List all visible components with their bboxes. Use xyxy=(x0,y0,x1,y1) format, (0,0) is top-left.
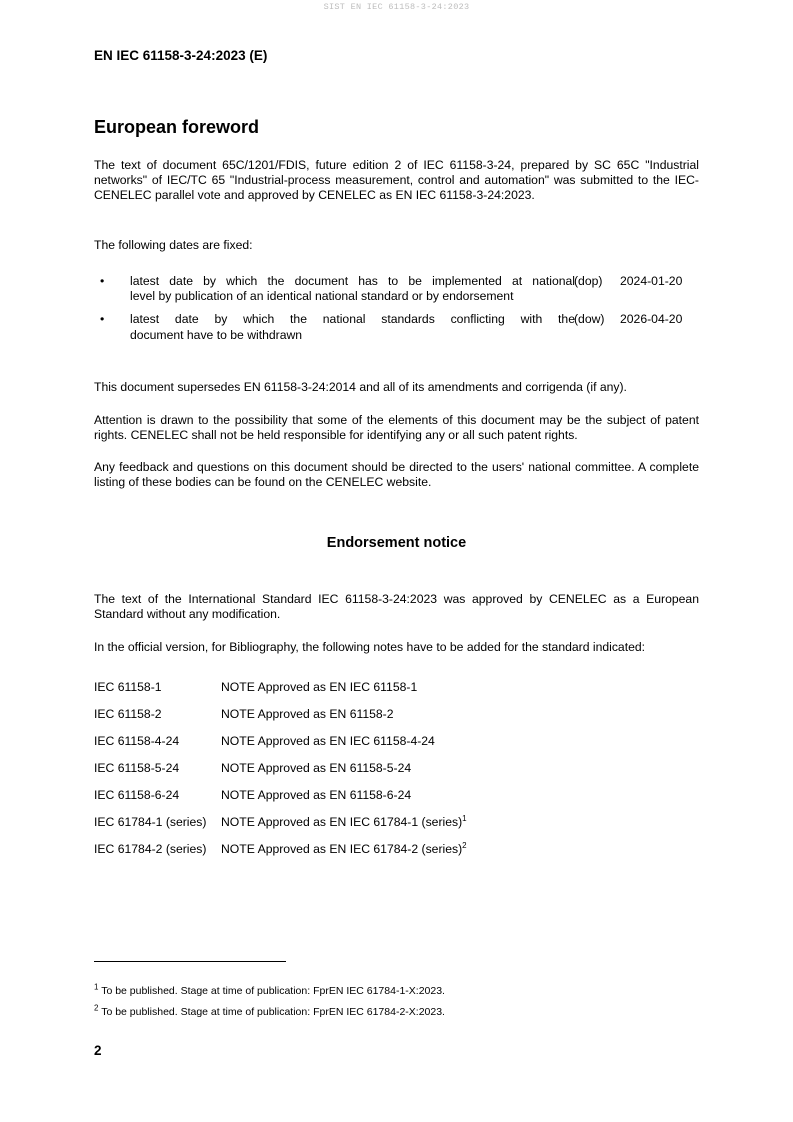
word: implemented xyxy=(432,274,502,288)
word: by xyxy=(203,274,217,288)
foreword-title: European foreword xyxy=(94,117,260,137)
reference-note: NOTE Approved as EN IEC 61784-2 (series)$^2$ xyxy=(221,840,467,856)
word: has xyxy=(358,274,378,288)
reference-code: IEC 61158-1 xyxy=(94,680,162,694)
word: standards xyxy=(381,312,435,326)
reference-code: IEC 61158-4-24 xyxy=(94,734,180,748)
date-item-dop-line1 xyxy=(130,274,575,289)
reference-code: IEC 61784-2 (series) xyxy=(94,842,207,856)
endorsement-text: The text of the International Standard IEC 61158-3-24:2023 was approved by CENELEC as a European Standard without any modification. xyxy=(94,592,699,621)
document-id: EN IEC 61158-3-24:2023 (E) xyxy=(94,48,268,63)
word: national xyxy=(322,312,366,326)
word: with xyxy=(520,312,543,326)
bibliography-intro: In the official version, for Bibliography, the following notes have to be added for the standard indicated: xyxy=(94,640,646,654)
word: conflicting xyxy=(450,312,505,326)
reference-code: IEC 61158-2 xyxy=(94,707,162,721)
footnote-ref-2[interactable]: 2 xyxy=(462,840,467,850)
page-number: 2 xyxy=(94,1043,102,1058)
footnote-2: $^2$ To be published. Stage at time of publication: FprEN IEC 61784-2-X:2023. xyxy=(94,1003,445,1018)
word: national xyxy=(532,274,575,288)
reference-note: NOTE Approved as EN 61158-5-24 xyxy=(221,761,412,775)
word: which xyxy=(243,312,275,326)
reference-note: NOTE Approved as EN IEC 61158-4-24 xyxy=(221,734,435,748)
endorsement-title: Endorsement notice xyxy=(326,535,467,551)
patent-text: Attention is drawn to the possibility that some of the elements of this document may be the subject of patent rights. CENELEC shall not be held responsible for identifying any or all such patent rights. xyxy=(94,413,699,442)
word: which xyxy=(226,274,258,288)
dop-date: 2024-01-20 xyxy=(620,274,683,288)
word: the xyxy=(267,274,285,288)
reference-note: NOTE Approved as EN IEC 61784-1 (series)$^1$ xyxy=(221,813,467,829)
footnote-ref-1[interactable]: 1 xyxy=(462,813,467,823)
word: document xyxy=(294,274,349,288)
dop-tag: (dop) xyxy=(574,274,603,288)
bullet-dop: • xyxy=(100,274,105,288)
dow-tag: (dow) xyxy=(574,312,605,326)
dow-date: 2026-04-20 xyxy=(620,312,683,326)
word: the xyxy=(290,312,307,326)
word: be xyxy=(408,274,422,288)
word: by xyxy=(214,312,228,326)
dates-intro: The following dates are fixed: xyxy=(94,238,253,252)
reference-code: IEC 61784-1 (series) xyxy=(94,815,207,829)
reference-note: NOTE Approved as EN 61158-2 xyxy=(221,707,394,721)
word: date xyxy=(174,312,199,326)
word: date xyxy=(169,274,194,288)
reference-note: NOTE Approved as EN 61158-6-24 xyxy=(221,788,412,802)
supersedes-text: This document supersedes EN 61158-3-24:2014 and all of its amendments and corrigenda (if any). xyxy=(94,380,627,394)
word: the xyxy=(558,312,575,326)
bullet-dow: • xyxy=(100,312,105,326)
date-item-dow-line1 xyxy=(130,312,575,327)
word: latest xyxy=(130,274,160,288)
reference-note: NOTE Approved as EN IEC 61158-1 xyxy=(221,680,418,694)
footnote-1: $^1$ To be published. Stage at time of publication: FprEN IEC 61784-1-X:2023. xyxy=(94,982,445,997)
footnote-separator xyxy=(94,961,286,962)
reference-code: IEC 61158-6-24 xyxy=(94,788,180,802)
feedback-text: Any feedback and questions on this document should be directed to the users' national committee. A complete listing of these bodies can be found on the CENELEC website. xyxy=(94,460,699,489)
word: to xyxy=(388,274,399,288)
watermark: SIST EN IEC 61158-3-24:2023 xyxy=(323,2,470,12)
foreword-intro: The text of document 65C/1201/FDIS, future edition 2 of IEC 61158-3-24, prepared by SC 65C "Industrial networks" of IEC/TC 65 "Industrial-process measurement, control and automation" was submitted to the IEC-CENELEC parallel vote and approved by CENELEC as EN IEC 61158-3-24:2023. xyxy=(94,158,699,202)
reference-code: IEC 61158-5-24 xyxy=(94,761,180,775)
date-item-dop-line2: level by publication of an identical national standard or by endorsement xyxy=(130,289,514,303)
word: latest xyxy=(130,312,160,326)
date-item-dow-line2: document have to be withdrawn xyxy=(130,328,303,342)
word: at xyxy=(511,274,523,288)
